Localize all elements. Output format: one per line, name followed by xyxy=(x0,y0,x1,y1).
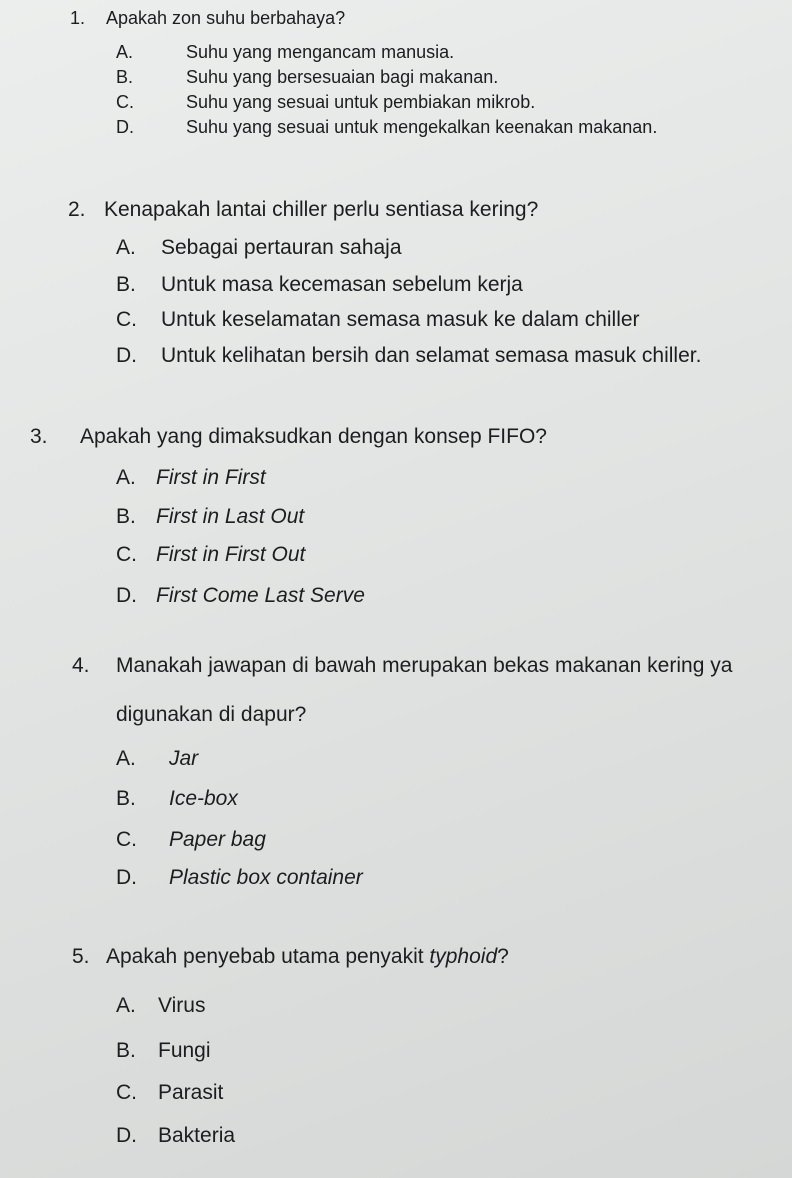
question-5-option-c xyxy=(116,1081,223,1105)
option-text: Untuk masa kecemasan sebelum kerja xyxy=(161,273,523,296)
option-letter: A. xyxy=(116,236,136,259)
question-2-option-c xyxy=(116,308,640,332)
question-5-stem-suffix: ? xyxy=(497,945,509,968)
option-letter: C. xyxy=(116,92,134,112)
option-letter: A. xyxy=(116,42,134,62)
option-letter: D. xyxy=(116,866,137,889)
option-letter: A. xyxy=(116,747,136,770)
question-3-stem-row xyxy=(30,425,547,449)
question-4-option-b xyxy=(116,787,238,811)
option-text: Parasit xyxy=(158,1081,224,1104)
option-letter: D. xyxy=(116,117,134,137)
question-4-number: 4. xyxy=(72,654,90,677)
question-1-stem-row xyxy=(70,8,345,29)
question-5-option-d xyxy=(116,1124,235,1148)
question-4-stem-row-2 xyxy=(116,703,306,727)
question-1-number: 1. xyxy=(70,8,86,28)
question-2-number: 2. xyxy=(68,198,86,221)
option-text: Untuk kelihatan bersih dan selamat semasa masuk chiller. xyxy=(161,344,702,367)
option-text: Bakteria xyxy=(158,1124,236,1147)
option-letter: C. xyxy=(116,1081,137,1104)
question-3-stem: Apakah yang dimaksudkan dengan konsep FIFO? xyxy=(80,425,547,448)
option-letter: B. xyxy=(116,273,136,296)
question-5-number: 5. xyxy=(72,945,90,968)
question-3-number: 3. xyxy=(30,425,48,448)
option-text: First in First xyxy=(156,466,266,489)
option-text: Sebagai pertauran sahaja xyxy=(161,236,402,259)
option-letter: D. xyxy=(116,1124,137,1147)
question-1-option-c xyxy=(116,92,535,113)
option-letter: C. xyxy=(116,308,137,331)
option-text: Virus xyxy=(158,994,206,1017)
question-1-option-a xyxy=(116,42,454,63)
option-letter: B. xyxy=(116,1039,136,1062)
question-3-option-d xyxy=(116,584,365,608)
option-text: Suhu yang sesuai untuk pembiakan mikrob. xyxy=(186,92,536,112)
question-5-stem-text: Apakah penyebab utama penyakit xyxy=(106,945,430,968)
option-letter: C. xyxy=(116,828,137,851)
option-text: First in First Out xyxy=(156,543,306,566)
question-2-stem-row xyxy=(68,198,538,222)
option-letter: A. xyxy=(116,466,136,489)
option-text: Suhu yang sesuai untuk mengekalkan keenakan makanan. xyxy=(186,117,658,137)
question-4-option-a xyxy=(116,747,198,771)
option-text: Paper bag xyxy=(169,828,266,851)
question-5-stem xyxy=(106,945,509,969)
option-text: Ice-box xyxy=(169,787,238,810)
question-2-stem: Kenapakah lantai chiller perlu sentiasa kering? xyxy=(104,198,539,221)
question-2-option-b xyxy=(116,273,523,297)
question-4-stem-line1: Manakah jawapan di bawah merupakan bekas makanan kering ya xyxy=(116,654,733,677)
option-letter: D. xyxy=(116,584,137,607)
option-letter: D. xyxy=(116,344,137,367)
option-text: Suhu yang mengancam manusia. xyxy=(186,42,455,62)
question-1-option-d xyxy=(116,117,657,138)
question-5-option-a xyxy=(116,994,205,1018)
question-5-option-b xyxy=(116,1039,211,1063)
question-4-option-c xyxy=(116,828,266,852)
question-3-option-b xyxy=(116,505,304,529)
option-letter: A. xyxy=(116,994,136,1017)
question-4-stem-row xyxy=(72,654,732,678)
option-letter: C. xyxy=(116,543,137,566)
question-3-option-a xyxy=(116,466,266,490)
option-text: First in Last Out xyxy=(156,505,305,528)
option-letter: B. xyxy=(116,787,136,810)
question-4-stem-line2: digunakan di dapur? xyxy=(116,703,307,726)
question-3-option-c xyxy=(116,543,305,567)
question-1-option-b xyxy=(116,67,498,88)
option-text: Suhu yang bersesuaian bagi makanan. xyxy=(186,67,499,87)
option-text: Jar xyxy=(169,747,199,770)
question-5-stem-italic: typhoid xyxy=(429,945,498,968)
option-text: Plastic box container xyxy=(169,866,363,889)
question-2-option-d xyxy=(116,344,701,368)
option-text: Fungi xyxy=(158,1039,211,1062)
option-letter: B. xyxy=(116,505,136,528)
question-4-option-d xyxy=(116,866,363,890)
option-letter: B. xyxy=(116,67,134,87)
question-5-stem-row xyxy=(72,945,509,969)
option-text: First Come Last Serve xyxy=(156,584,365,607)
option-text: Untuk keselamatan semasa masuk ke dalam chiller xyxy=(161,308,640,331)
question-2-option-a xyxy=(116,236,402,260)
question-1-stem: Apakah zon suhu berbahaya? xyxy=(106,8,346,28)
